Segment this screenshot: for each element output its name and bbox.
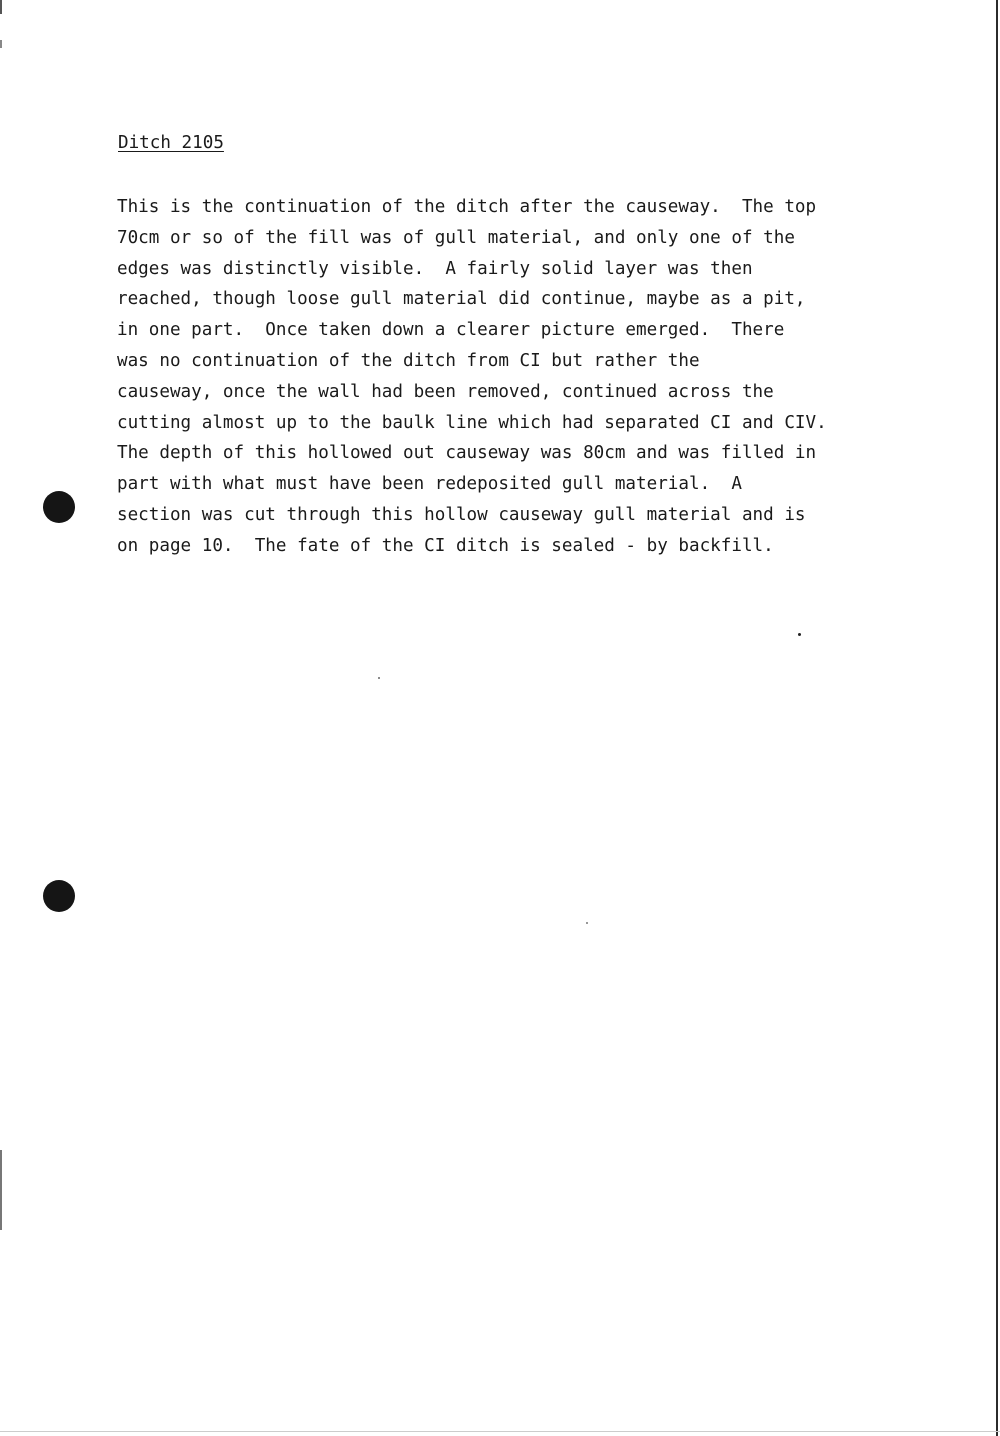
text-line: 70cm or so of the fill was of gull material, and only one of the [117, 227, 795, 248]
punch-hole [43, 491, 75, 523]
text-line: The depth of this hollowed out causeway was 80cm and was filled in [117, 443, 817, 464]
text-line: causeway, once the wall had been removed, continued across the [117, 381, 774, 402]
text-line: cutting almost up to the baulk line which had separated CI and CIV. [117, 412, 827, 433]
text-line: This is the continuation of the ditch after the causeway. The top [117, 197, 817, 217]
text-line: in one part. Once taken down a clearer picture emerged. There [117, 320, 785, 341]
text-line: on page 10. The fate of the CI ditch is sealed - by backfill. [117, 535, 774, 556]
page-right-edge [996, 0, 998, 1436]
text-line: section was cut through this hollow causeway gull material and is [117, 504, 806, 525]
scan-speck [798, 633, 801, 636]
text-line: edges was distinctly visible. A fairly solid layer was then [117, 258, 753, 279]
page-left-edge [0, 0, 2, 1436]
text-line: was no continuation of the ditch from CI but rather the [117, 350, 700, 371]
text-line: part with what must have been redeposited gull material. A [117, 474, 742, 495]
section-heading: Ditch 2105 [118, 133, 224, 153]
punch-hole [43, 880, 75, 912]
body-paragraph [117, 192, 937, 562]
scan-speck [586, 922, 588, 924]
scan-speck [378, 677, 380, 679]
page-bottom-edge [0, 1431, 1000, 1432]
text-line: reached, though loose gull material did continue, maybe as a pit, [117, 289, 806, 310]
